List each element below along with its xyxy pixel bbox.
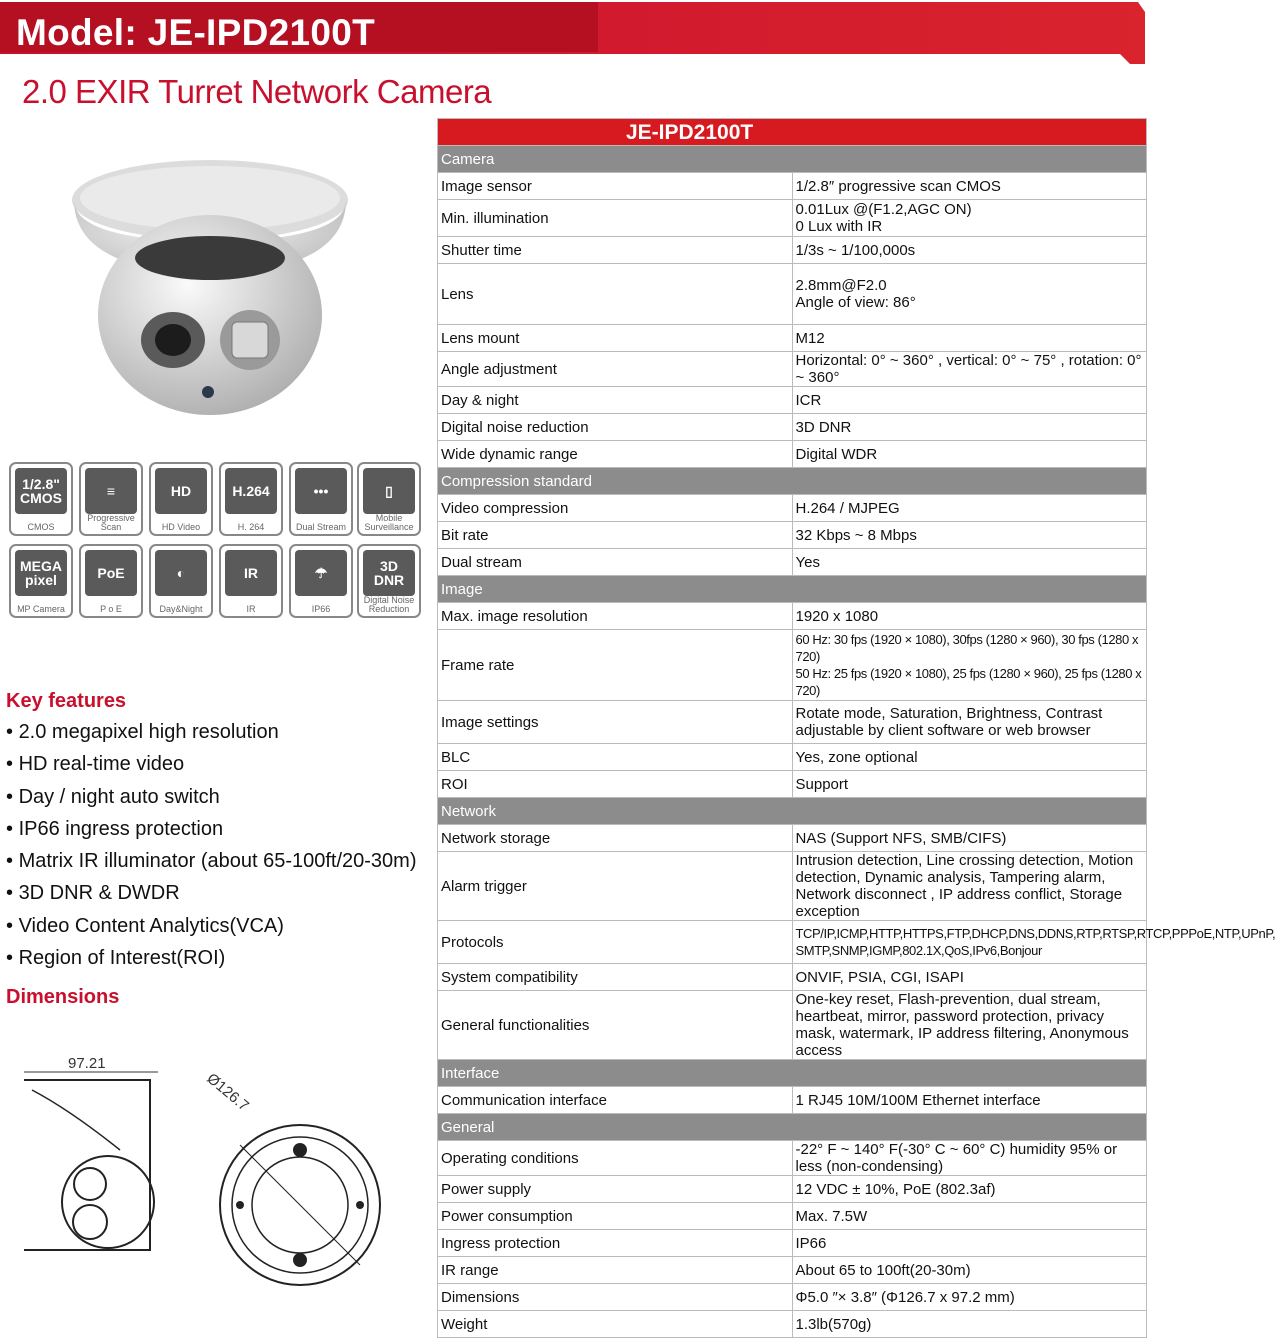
cmos-icon: 1/2.8" CMOS CMOS — [9, 462, 73, 536]
product-subtitle — [22, 73, 491, 111]
spec-value: Yes — [792, 549, 1147, 576]
spec-label: Image sensor — [438, 173, 793, 200]
spec-label: Weight — [438, 1311, 793, 1338]
spec-table — [437, 118, 1275, 1338]
poe-icon: PoE P o E — [79, 544, 143, 618]
table-row — [438, 264, 1147, 325]
spec-label: Power consumption — [438, 1203, 793, 1230]
spec-label: Lens — [438, 264, 793, 325]
spec-label: ROI — [438, 771, 793, 798]
table-row — [438, 237, 1147, 264]
spec-label: System compatibility — [438, 964, 793, 991]
h264-icon: H.264 H. 264 — [219, 462, 283, 536]
list-item: • 3D DNR & DWDR — [6, 879, 417, 911]
spec-value: Support — [792, 771, 1147, 798]
spec-value: One-key reset, Flash-prevention, dual stream, heartbeat, mirror, password protection, privacy mask, watermark, IP address filtering, Anonymous access — [792, 991, 1147, 1060]
table-row — [438, 173, 1147, 200]
spec-value: 1/2.8″ progressive scan CMOS — [792, 173, 1147, 200]
3d-dnr-icon: 3D DNR Digital Noise Reduction — [357, 544, 421, 618]
table-row — [438, 991, 1147, 1060]
spec-value: Φ5.0 ″× 3.8″ (Φ126.7 x 97.2 mm) — [792, 1284, 1147, 1311]
mobile-surveillance-icon: ▯ Mobile Surveillance — [357, 462, 421, 536]
list-item: • Day / night auto switch — [6, 783, 417, 815]
spec-label: Dimensions — [438, 1284, 793, 1311]
spec-value: 3D DNR — [792, 414, 1147, 441]
subtitle-number: 2.0 — [22, 73, 67, 110]
spec-value: M12 — [792, 325, 1147, 352]
spec-value: ONVIF, PSIA, CGI, ISAPI — [792, 964, 1147, 991]
table-row — [438, 1257, 1147, 1284]
spec-label: Network storage — [438, 825, 793, 852]
spec-label: Protocols — [438, 921, 793, 964]
spec-value: 0.01Lux @(F1.2,AGC ON) 0 Lux with IR — [792, 200, 1147, 237]
spec-label: Operating conditions — [438, 1141, 793, 1176]
spec-label: Bit rate — [438, 522, 793, 549]
table-row — [438, 964, 1147, 991]
spec-value: 1/3s ~ 1/100,000s — [792, 237, 1147, 264]
spec-value: 1 RJ45 10M/100M Ethernet interface — [792, 1087, 1147, 1114]
spec-value: -22° F ~ 140° F(-30° C ~ 60° C) humidity 95% or less (non-condensing) — [792, 1141, 1147, 1176]
spec-value: H.264 / MJPEG — [792, 495, 1147, 522]
table-row — [438, 1176, 1147, 1203]
spec-label: Alarm trigger — [438, 852, 793, 921]
section-header: Image — [438, 576, 1147, 603]
spec-label: Frame rate — [438, 630, 793, 701]
spec-heading: JE-IPD2100T — [438, 119, 1147, 146]
table-row — [438, 1284, 1147, 1311]
table-row — [438, 921, 1147, 964]
table-row — [438, 1311, 1147, 1338]
camera-product-photo — [60, 140, 360, 430]
spec-label: Communication interface — [438, 1087, 793, 1114]
dual-stream-icon: ••• Dual Stream — [289, 462, 353, 536]
table-row — [438, 701, 1147, 744]
spec-label: General functionalities — [438, 991, 793, 1060]
table-row — [438, 325, 1147, 352]
spec-label: BLC — [438, 744, 793, 771]
table-row — [438, 414, 1147, 441]
ip66-icon: ☂ IP66 — [289, 544, 353, 618]
table-row — [438, 441, 1147, 468]
table-row — [438, 522, 1147, 549]
list-item: • 2.0 megapixel high resolution — [6, 718, 417, 750]
list-item: • Matrix IR illuminator (about 65-100ft/20-30m) — [6, 847, 417, 879]
list-item: • IP66 ingress protection — [6, 815, 417, 847]
table-row — [438, 771, 1147, 798]
ir-icon: IR IR — [219, 544, 283, 618]
spec-value: 1.3lb(570g) — [792, 1311, 1147, 1338]
spec-label: Power supply — [438, 1176, 793, 1203]
list-item: • HD real-time video — [6, 750, 417, 782]
spec-value: Rotate mode, Saturation, Brightness, Contrast adjustable by client software or web browser — [792, 701, 1147, 744]
table-row — [438, 387, 1147, 414]
section-header: Interface — [438, 1060, 1147, 1087]
section-header: Camera — [438, 146, 1147, 173]
list-item: • Region of Interest(ROI) — [6, 944, 417, 976]
table-row — [438, 352, 1147, 387]
spec-label: Dual stream — [438, 549, 793, 576]
spec-value: 12 VDC ± 10%, PoE (802.3af) — [792, 1176, 1147, 1203]
spec-value: Horizontal: 0° ~ 360° , vertical: 0° ~ 75° , rotation: 0° ~ 360° — [792, 352, 1147, 387]
spec-value: 1920 x 1080 — [792, 603, 1147, 630]
spec-value: 32 Kbps ~ 8 Mbps — [792, 522, 1147, 549]
subtitle-text: EXIR Turret Network Camera — [75, 73, 492, 110]
spec-value: 2.8mm@F2.0 Angle of view: 86° — [792, 264, 1147, 325]
spec-value: Intrusion detection, Line crossing detection, Motion detection, Dynamic analysis, Tampering alarm, Network disconnect , IP address conflict, Storage exception — [792, 852, 1147, 921]
table-row — [438, 630, 1147, 701]
spec-label: Min. illumination — [438, 200, 793, 237]
hd-video-icon: HD HD Video — [149, 462, 213, 536]
table-row — [438, 1203, 1147, 1230]
megapixel-icon: MEGA pixel MP Camera — [9, 544, 73, 618]
model-title: Model: JE-IPD2100T — [16, 12, 376, 53]
spec-value: Max. 7.5W — [792, 1203, 1147, 1230]
table-row — [438, 1087, 1147, 1114]
spec-value: 60 Hz: 30 fps (1920 × 1080), 30fps (1280 × 960), 30 fps (1280 x 720) 50 Hz: 25 fps (1920 × 1080), 25 fps (1280 × 960), 25 fps (1280 x 720) — [792, 630, 1147, 701]
key-features-list — [6, 718, 417, 976]
spec-label: IR range — [438, 1257, 793, 1284]
spec-value: About 65 to 100ft(20-30m) — [792, 1257, 1147, 1284]
spec-label: Day & night — [438, 387, 793, 414]
table-row — [438, 549, 1147, 576]
table-row — [438, 603, 1147, 630]
spec-value: Digital WDR — [792, 441, 1147, 468]
key-features-title: Key features — [6, 690, 127, 712]
table-row — [438, 852, 1147, 921]
section-header: Compression standard — [438, 468, 1147, 495]
progressive-scan-icon: ≡ Progressive Scan — [79, 462, 143, 536]
spec-label: Video compression — [438, 495, 793, 522]
spec-label: Lens mount — [438, 325, 793, 352]
table-row — [438, 1141, 1147, 1176]
spec-label: Shutter time — [438, 237, 793, 264]
table-row — [438, 744, 1147, 771]
dimension-drawing — [10, 1040, 430, 1310]
dimensions-title: Dimensions — [6, 986, 120, 1008]
spec-value: ICR — [792, 387, 1147, 414]
diameter-dimension-label: Ø126.7 — [203, 1070, 253, 1115]
spec-label: Angle adjustment — [438, 352, 793, 387]
spec-label: Digital noise reduction — [438, 414, 793, 441]
section-header: General — [438, 1114, 1147, 1141]
day-night-icon: ◐ Day&Night — [149, 544, 213, 618]
spec-label: Ingress protection — [438, 1230, 793, 1257]
spec-value: Yes, zone optional — [792, 744, 1147, 771]
spec-label: Image settings — [438, 701, 793, 744]
side-dimension-label: 97.21 — [68, 1055, 106, 1072]
spec-value: NAS (Support NFS, SMB/CIFS) — [792, 825, 1147, 852]
table-row — [438, 1230, 1147, 1257]
table-row — [438, 495, 1147, 522]
spec-label: Wide dynamic range — [438, 441, 793, 468]
list-item: • Video Content Analytics(VCA) — [6, 912, 417, 944]
spec-value: IP66 — [792, 1230, 1147, 1257]
table-row — [438, 200, 1147, 237]
spec-label: Max. image resolution — [438, 603, 793, 630]
section-header: Network — [438, 798, 1147, 825]
spec-value: TCP/IP,ICMP,HTTP,HTTPS,FTP,DHCP,DNS,DDNS,RTP,RTSP,RTCP,PPPoE,NTP,UPnP, SMTP,SNMP,IGMP,802.1X,QoS,IPv6,Bonjour — [792, 921, 1147, 964]
table-row — [438, 825, 1147, 852]
header-banner — [0, 0, 1152, 64]
